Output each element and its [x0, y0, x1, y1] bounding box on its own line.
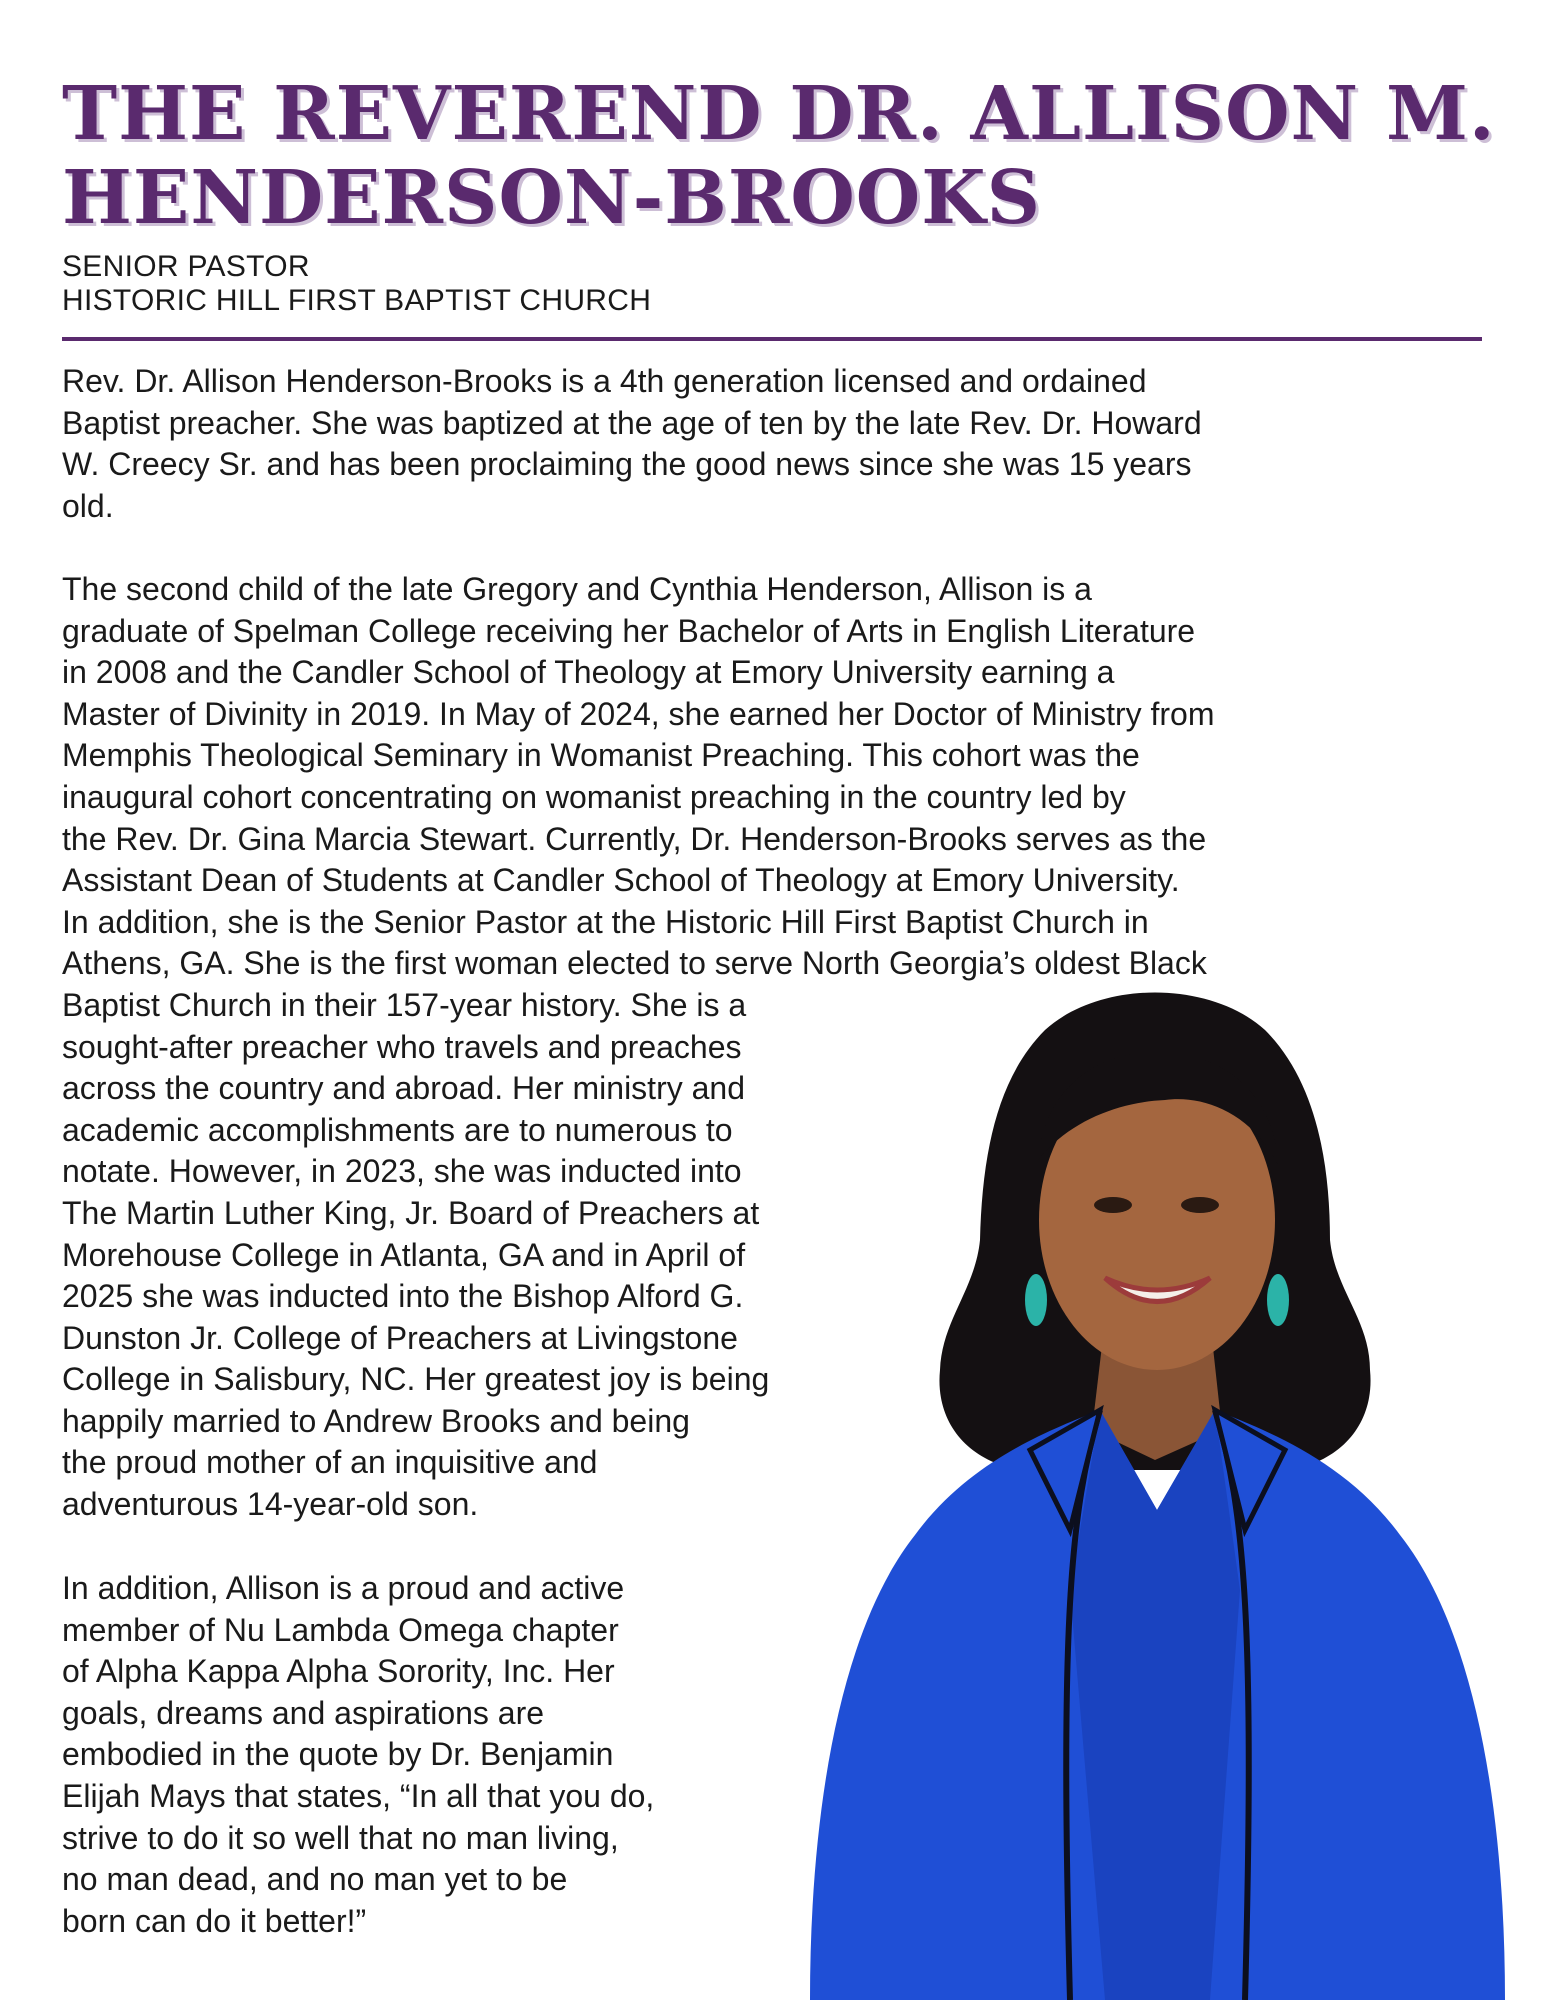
text-line: old. — [62, 487, 114, 524]
text-line: Baptist preacher. She was baptized at the age of ten by the late Rev. Dr. Howard — [62, 404, 1202, 441]
title-line-1: THE REVEREND DR. ALLISON M. — [62, 71, 1496, 157]
text-line: In addition, she is the Senior Pastor at the Historic Hill First Baptist Church in — [62, 903, 1149, 940]
text-line: The second child of the late Gregory and Cynthia Henderson, Allison is a — [62, 571, 1092, 607]
text-line: Memphis Theological Seminary in Womanist Preaching. This cohort was the — [62, 737, 1140, 774]
text-line: Rev. Dr. Allison Henderson-Brooks is a 4th generation licensed and ordained — [62, 363, 1147, 399]
title-line-2: HENDERSON-BROOKS — [62, 155, 1042, 241]
text-line: Elijah Mays that states, “In all that you do, — [62, 1777, 655, 1814]
text-line: goals, dreams and aspirations are — [62, 1694, 545, 1731]
text-line: Morehouse College in Atlanta, GA and in April of — [62, 1236, 746, 1273]
eye-right — [1181, 1197, 1219, 1213]
text-line: Dunston Jr. College of Preachers at Livingstone — [62, 1319, 738, 1356]
text-line: The Martin Luther King, Jr. Board of Preachers at — [62, 1194, 760, 1231]
text-line: the Rev. Dr. Gina Marcia Stewart. Currently, Dr. Henderson-Brooks serves as the — [62, 820, 1207, 857]
text-line: across the country and abroad. Her ministry and — [62, 1070, 745, 1107]
earring-right — [1267, 1274, 1289, 1326]
eye-left — [1094, 1197, 1132, 1213]
portrait-photo — [770, 990, 1545, 2000]
text-line: Assistant Dean of Students at Candler School of Theology at Emory University. — [62, 862, 1180, 899]
bio-paragraph-1 — [62, 361, 1492, 527]
text-line: In addition, Allison is a proud and active — [62, 1570, 625, 1606]
text-line: sought-after preacher who travels and preaches — [62, 1028, 742, 1065]
text-line: 2025 she was inducted into the Bishop Alford G. — [62, 1278, 744, 1315]
text-line: strive to do it so well that no man living, — [62, 1819, 619, 1856]
role-title: SENIOR PASTOR — [62, 250, 310, 283]
text-line: happily married to Andrew Brooks and being — [62, 1402, 690, 1439]
text-line: inaugural cohort concentrating on womanist preaching in the country led by — [62, 778, 1126, 815]
text-line: adventurous 14-year-old son. — [62, 1486, 479, 1523]
text-line: embodied in the quote by Dr. Benjamin — [62, 1736, 614, 1773]
text-line: born can do it better!” — [62, 1902, 367, 1939]
text-line: Athens, GA. She is the first woman elected to serve North Georgia’s oldest Black — [62, 945, 1207, 982]
text-line: the proud mother of an inquisitive and — [62, 1444, 598, 1481]
bio-paragraph-3 — [62, 1568, 822, 1942]
text-line: no man dead, and no man yet to be — [62, 1861, 568, 1898]
text-line: W. Creecy Sr. and has been proclaiming the good news since she was 15 years — [62, 446, 1192, 483]
subtitle — [62, 250, 651, 318]
text-line: Master of Divinity in 2019. In May of 2024, she earned her Doctor of Ministry from — [62, 695, 1215, 732]
text-line: academic accomplishments are to numerous to — [62, 1111, 733, 1148]
text-line: College in Salisbury, NC. Her greatest joy is being — [62, 1361, 770, 1398]
text-line: of Alpha Kappa Alpha Sorority, Inc. Her — [62, 1653, 615, 1690]
text-line: member of Nu Lambda Omega chapter — [62, 1611, 619, 1648]
earring-left — [1025, 1274, 1047, 1326]
text-line: notate. However, in 2023, she was inducted into — [62, 1153, 742, 1190]
church-name: HISTORIC HILL FIRST BAPTIST CHURCH — [62, 284, 652, 317]
text-line: graduate of Spelman College receiving her Bachelor of Arts in English Literature — [62, 612, 1196, 649]
header-divider — [62, 337, 1482, 341]
page-title — [62, 71, 1496, 241]
text-line: in 2008 and the Candler School of Theology at Emory University earning a — [62, 654, 1115, 691]
text-line: Baptist Church in their 157-year history. She is a — [62, 986, 747, 1023]
